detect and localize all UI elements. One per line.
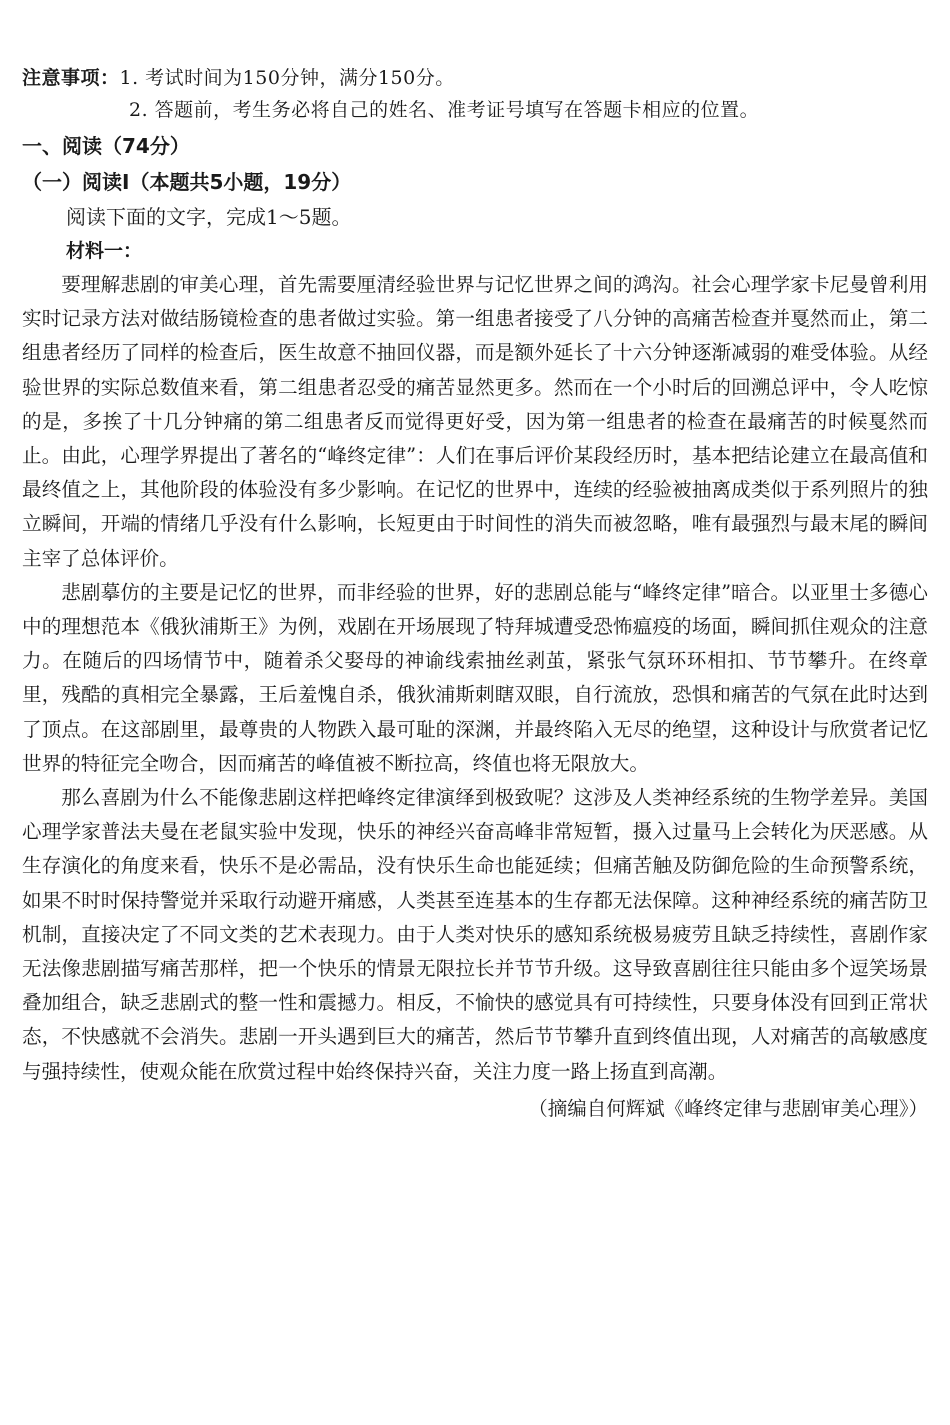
paragraph-3: 那么喜剧为什么不能像悲剧这样把峰终定律演绎到极致呢？这涉及人类神经系统的生物学差异。美国心理学家普法夫曼在老鼠实验中发现，快乐的神经兴奋高峰非常短暂，摄入过量马上会转化为厌恶感。从生存演化的角度来看，快乐不是必需品，没有快乐生命也能延续；但痛苦触及防御危险的生命预警系统，如果不时时保持警觉并采取行动避开痛感，人类甚至连基本的生存都无法保障。这种神经系统的痛苦防卫机制，直接决定了不同文类的艺术表现力。由于人类对快乐的感知系统极易疲劳且缺乏持续性，喜剧作家无法像悲剧描写痛苦那样，把一个快乐的情景无限拉长并节节升级。这导致喜剧往往只能由多个逗笑场景叠加组合，缺乏悲剧式的整一性和震撼力。相反，不愉快的感觉具有可持续性，只要身体没有回到正常状态，不快感就不会消失。悲剧一开头遇到巨大的痛苦，然后节节攀升直到终值出现，人对痛苦的高敏感度与强持续性，使观众能在欣赏过程中始终保持兴奋，关注力度一路上扬直到高潮。 bbox=[22, 786, 928, 1083]
material-label: 材料一： bbox=[66, 240, 143, 262]
notice-label: 注意事项： bbox=[22, 67, 120, 89]
notice-item-2: 2. 答题前，考生务必将自己的姓名、准考证号填写在答题卡相应的位置。 bbox=[129, 99, 760, 121]
notice-line-1 bbox=[22, 62, 928, 94]
notice-item-1: 1. 考试时间为150分钟，满分150分。 bbox=[119, 67, 455, 89]
paragraph-2: 悲剧摹仿的主要是记忆的世界，而非经验的世界，好的悲剧总能与“峰终定律”暗合。以亚里士多德心中的理想范本《俄狄浦斯王》为例，戏剧在开场展现了特拜城遭受恐怖瘟疫的场面，瞬间抓住观众的注意力。在随后的四场情节中，随着杀父娶母的神谕线索抽丝剥茧，紧张气氛环环相扣、节节攀升。在终章里，残酷的真相完全暴露，王后羞愧自杀，俄狄浦斯刺瞎双眼，自行流放，恐惧和痛苦的气氛在此时达到了顶点。在这部剧里，最尊贵的人物跌入最可耻的深渊，并最终陷入无尽的绝望，这种设计与欣赏者记忆世界的特征完全吻合，因而痛苦的峰值被不断拉高，终值也将无限放大。 bbox=[22, 580, 928, 775]
subsection-title: （一）阅读Ⅰ（本题共5小题，19分） bbox=[22, 170, 352, 194]
exam-page bbox=[22, 62, 928, 1127]
paragraph-1: 要理解悲剧的审美心理，首先需要厘清经验世界与记忆世界之间的鸿沟。社会心理学家卡尼曼曾利用实时记录方法对做结肠镜检查的患者做过实验。第一组患者接受了八分钟的高痛苦检查并戛然而止，第二组患者经历了同样的检查后，医生故意不抽回仪器，而是额外延长了十六分钟逐渐减弱的难受体验。从经验世界的实际总数值来看，第二组患者忍受的痛苦显然更多。然而在一个小时后的回溯总评中，令人吃惊的是，多挨了十几分钟痛的第二组患者反而觉得更好受，因为第一组患者的检查在最痛苦的时候戛然而止。由此，心理学界提出了著名的“峰终定律”：人们在事后评价某段经历时，基本把结论建立在最高值和最终值之上，其他阶段的体验没有多少影响。在记忆的世界中，连续的经验被抽离成类似于系列照片的独立瞬间，开端的情绪几乎没有什么影响，长短更由于时间性的消失而被忽略，唯有最强烈与最末尾的瞬间主宰了总体评价。 bbox=[22, 273, 928, 570]
instruction: 阅读下面的文字，完成1～5题。 bbox=[66, 205, 352, 229]
source-citation: （摘编自何辉斌《峰终定律与悲剧审美心理》） bbox=[528, 1096, 928, 1120]
section-title: 一、阅读（74分） bbox=[22, 134, 190, 158]
